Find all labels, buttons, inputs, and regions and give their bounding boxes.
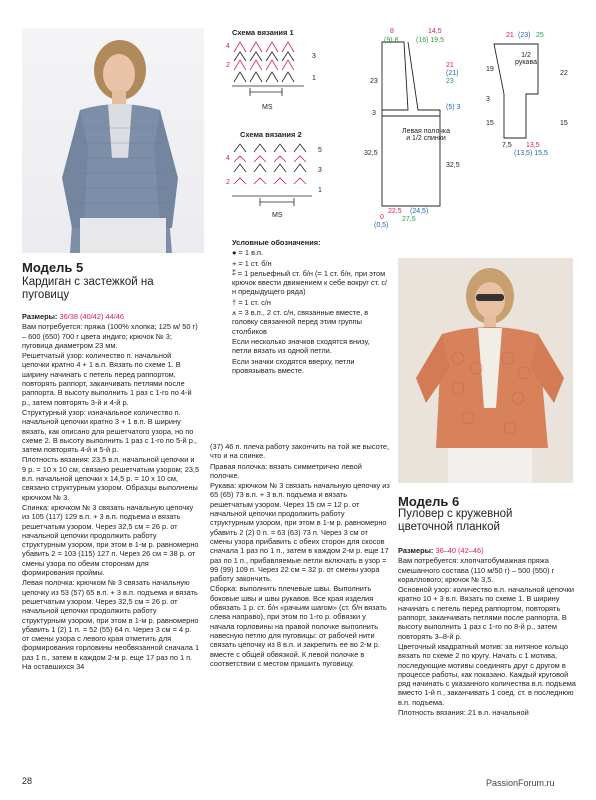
pf-r325: 32,5 bbox=[446, 162, 460, 169]
schema1-ms: MS bbox=[262, 104, 273, 111]
model5-photo bbox=[22, 28, 204, 253]
m6-main: Основной узор: количество в.п. начальной цепочки кратно 10 + 3 в.п. Вязать по схеме 1. В ширину начинать с петель перед раппортом, повторять раппорт, заканчивать петлями после раппорта. В высоту выполнить 1 раз с 1-го по 8-й р., затем повторять 3–8-й р. bbox=[398, 585, 575, 641]
structural-pattern: Структурный узор: изначальное количество п. начальной цепочки кратно 3 + 1 в.п. В ширину вязать, как описано для решетчатого узора, но по схеме 2. В высоту выполнить 1 раз с 1-го по 5-й р., затем повторять 4-й и 5-й р. bbox=[22, 407, 197, 455]
ps-15a: 15 bbox=[486, 120, 494, 127]
pf-b245: (24,5) bbox=[410, 208, 429, 215]
ps-19: 19 bbox=[486, 66, 494, 73]
schema1-diagram bbox=[224, 36, 324, 116]
sc-icon: + bbox=[232, 258, 237, 268]
svg-text:1: 1 bbox=[318, 187, 322, 194]
right-front: Правая полочка: вязать симметрично левой полочке. bbox=[210, 461, 362, 480]
back-instructions: Спинка: крючком № 3 связать начальную цепочку из 105 (117) 129 в.п. + 3 в.п. подъема и вязать решетчатым узором. Через 32,5 см = 26 р. от начальной цепочки продолжить работу структурным узором, при этом в 1-м р. равномерно убавить 2 = 103 (115) 127 п. Через 26 см = 38 р. от смены узора по обеим сторонам для формирования проймы. bbox=[22, 502, 199, 578]
pf-side23: 23 bbox=[370, 78, 378, 85]
ps-label: 1/2 рукава bbox=[515, 52, 537, 66]
pf-b05: (0,5) bbox=[374, 222, 389, 229]
ps-15b: 15 bbox=[560, 120, 568, 127]
svg-text:5: 5 bbox=[318, 147, 322, 154]
legend-relief: = 1 рельефный ст. б/н (= 1 ст. б/н, при этом крючок ввести движением к себе вокруг ст. с/н предыдущего ряда) bbox=[232, 268, 388, 297]
ps-top: 21 bbox=[506, 32, 514, 39]
pf-label: Левая полочка и 1/2 спинки bbox=[402, 128, 450, 142]
m6-sizes-label: Размеры: bbox=[398, 546, 434, 555]
svg-text:2: 2 bbox=[226, 179, 230, 186]
ps-3: 3 bbox=[486, 96, 490, 103]
ps-22: 22 bbox=[560, 70, 568, 77]
legend bbox=[232, 238, 388, 376]
legend-note2: Если значки сходятся вверху, петли провязывать вместе. bbox=[232, 356, 355, 375]
watermark: PassionForum.ru bbox=[486, 778, 555, 788]
model5-text bbox=[22, 312, 200, 672]
pf-r23: 23 bbox=[446, 78, 454, 85]
schema2-ms: MS bbox=[272, 212, 283, 219]
chain-icon: ● bbox=[232, 248, 237, 258]
model6-photo bbox=[398, 258, 573, 483]
relief-sc-icon: ⁑ bbox=[232, 268, 236, 278]
ps-135: 13,5 bbox=[526, 142, 540, 149]
rib-pattern: Решетчатый узор: количество п. начальной цепочки кратно 4 + 1 в.п. Вязать по схеме 1. В ширину начинать с петель перед раппортом, повторять раппорт, заканчивать петлями после раппорта. В высоту выполнить 1 раз с 1-го по 4-й р., затем повторять 3-й и 4-й р. bbox=[22, 351, 192, 407]
ps-top2: (23) bbox=[518, 32, 531, 39]
ps-1355: (13,5) 15,5 bbox=[514, 150, 548, 157]
ps-75: 7,5 bbox=[502, 142, 512, 149]
model5-subtitle: Кардиган с застежкой на пуговицу bbox=[22, 276, 154, 301]
page-number: 28 bbox=[22, 776, 33, 786]
legend-chain: = 1 в.п. bbox=[238, 248, 264, 258]
pf-top4: (16) 19,5 bbox=[416, 37, 445, 44]
model5-title: Модель 5 bbox=[22, 260, 84, 275]
schema1-title: Схема вязания 1 bbox=[232, 28, 294, 37]
pf-side3: 3 bbox=[372, 110, 376, 117]
legend-title: Условные обозначения: bbox=[232, 238, 321, 247]
svg-text:3: 3 bbox=[312, 53, 316, 60]
left-front-instructions: Левая полочка: крючком № 3 связать начальную цепочку из 53 (57) 65 в.п. + 3 в.п. подъема и вязать решетчатым узором. Через 32,5 см = 26 р. от начальной цепочки продолжить работу структурным узором, при этом в 1-м р. равномерно убавить 1 (2) 1 п. = 52 (55) 64 п. Через 3 см = 4 р. от смены узора с левого края отметить для формирования горловины необвязанной сначала 1 раз 1 п., затем в каждом 2-м р. еще 17 раз по 1 п. На оставшихся 34 bbox=[22, 578, 200, 671]
legend-sc: = 1 ст. б/н bbox=[238, 258, 272, 268]
pf-top1: 8 bbox=[390, 28, 394, 35]
pf-r21: 21 bbox=[446, 62, 454, 69]
model6-text bbox=[398, 546, 576, 718]
legend-cluster: = 3 в.п., 2 ст. с/н, связанные вместе, в головку связанной перед этим группы столбиков bbox=[232, 308, 369, 336]
svg-text:1: 1 bbox=[312, 75, 316, 82]
sizes-label: Размеры: bbox=[22, 312, 58, 321]
sizes-value: 36/38 (40/42) 44/46 bbox=[59, 312, 124, 321]
pf-b225: 22,5 bbox=[388, 208, 402, 215]
cluster-icon: ⩚ bbox=[232, 308, 237, 318]
pf-r5: (5) 3 bbox=[446, 104, 461, 111]
assembly: Сборка: выполнить плечевые швы. Выполнить боковые швы и швы рукавов. Все края изделия обвязать 1 р. ст. б/н «рачьим шагом» (ст. б/н вязать слева направо), при этом по 1-го р. обвязки у начала горловины на правой полочке выполнить навесную петлю для пуговицы: от рабочей нити связать цепочку из 8 в.п. и закрепить ее во 2-м р. вместе с общей обвязкой. К левой полочке в соответствии с местом пришить пуговицу. bbox=[210, 584, 387, 668]
m6-materials: Вам потребуется: хлопчатобумажная пряжа смешанного состава (110 м/50 г) – 500 (550) г кораллового; крючок № 3,5. bbox=[398, 556, 555, 584]
ps-top3: 25 bbox=[536, 32, 544, 39]
pf-r21b: (21) bbox=[446, 70, 459, 77]
legend-note1: Если несколько значков сходятся внизу, петли вязать из одной петли. bbox=[232, 336, 370, 356]
svg-text:4: 4 bbox=[226, 155, 230, 162]
materials: Вам потребуется: пряжа (100% хлопка; 125 м/ 50 г) – 600 (650) 700 г цвета индиго; крючок № 3; пуговица диаметром 23 мм. bbox=[22, 322, 198, 350]
svg-text:4: 4 bbox=[226, 43, 230, 50]
m6-motif: Цветочный квадратный мотив: за нитяное кольцо вязать по схеме 2 по кругу. Начать с 1 мотива, последующие мотивы соединять друг с другом в процессе работы, как показано. Каждый круговой ряд начинать с указанного количества в.п. подъема вместо 1-й п., заканчивать 1 соед. ст. в последнюю в.п. подъема. bbox=[398, 641, 576, 707]
pf-b275: 27,5 bbox=[402, 216, 416, 223]
sleeves: Рукава: крючком № 3 связать начальную цепочку из 65 (65) 73 в.п. + 3 в.п. подъема и вязать решетчатым узором. Через 15 см = 12 р. от начальной цепочки продолжить работу структурным узором, при этом в 1-м р. равномерно убавить 2 (2) 0 п. = 63 (63) 73 п. Через 3 см от смены узора прибавить с обеих сторон для скосов сначала 1 раз по 1 п., затем в каждом 2-м р. еще 17 раз по 1 п., прибавляемые петли включать в узор = 99 (99) 109 п. Через 22 см = 32 р. от смены узора работу закончить. bbox=[210, 481, 390, 584]
schema2-title: Схема вязания 2 bbox=[240, 130, 302, 139]
m6-density: Плотность вязания: 21 в.п. начальной bbox=[398, 708, 529, 718]
model6-title: Модель 6 bbox=[398, 494, 460, 509]
svg-text:3: 3 bbox=[318, 167, 322, 174]
legend-dc: = 1 ст. с/н bbox=[238, 297, 271, 307]
m6-sizes-value: 36–40 (42–46) bbox=[435, 546, 484, 555]
middle-text bbox=[210, 442, 390, 669]
pf-b0: 0 bbox=[380, 214, 384, 221]
pf-top3: (9) 8 bbox=[384, 37, 399, 44]
left-front-cont: (37) 46 п. плеча работу закончить на той же высоте, что и на спинке. bbox=[210, 442, 390, 461]
model6-subtitle: Пуловер с кружевной цветочной планкой bbox=[398, 508, 513, 533]
schema2-diagram bbox=[224, 138, 324, 218]
svg-text:2: 2 bbox=[226, 62, 230, 69]
pf-top2: 14,5 bbox=[428, 28, 442, 35]
pf-side325: 32,5 bbox=[364, 150, 378, 157]
dc-icon: † bbox=[232, 297, 237, 307]
density: Плотность вязания: 23,5 в.п. начальной цепочки и 9 р. = 10 х 10 см, связано решетчатым узором; 23,5 в.п. начальной цепочки х 14,5 р. = 10 х 10 см, связано структурным узором. Образцы выполнены крючком № 3. bbox=[22, 455, 200, 502]
